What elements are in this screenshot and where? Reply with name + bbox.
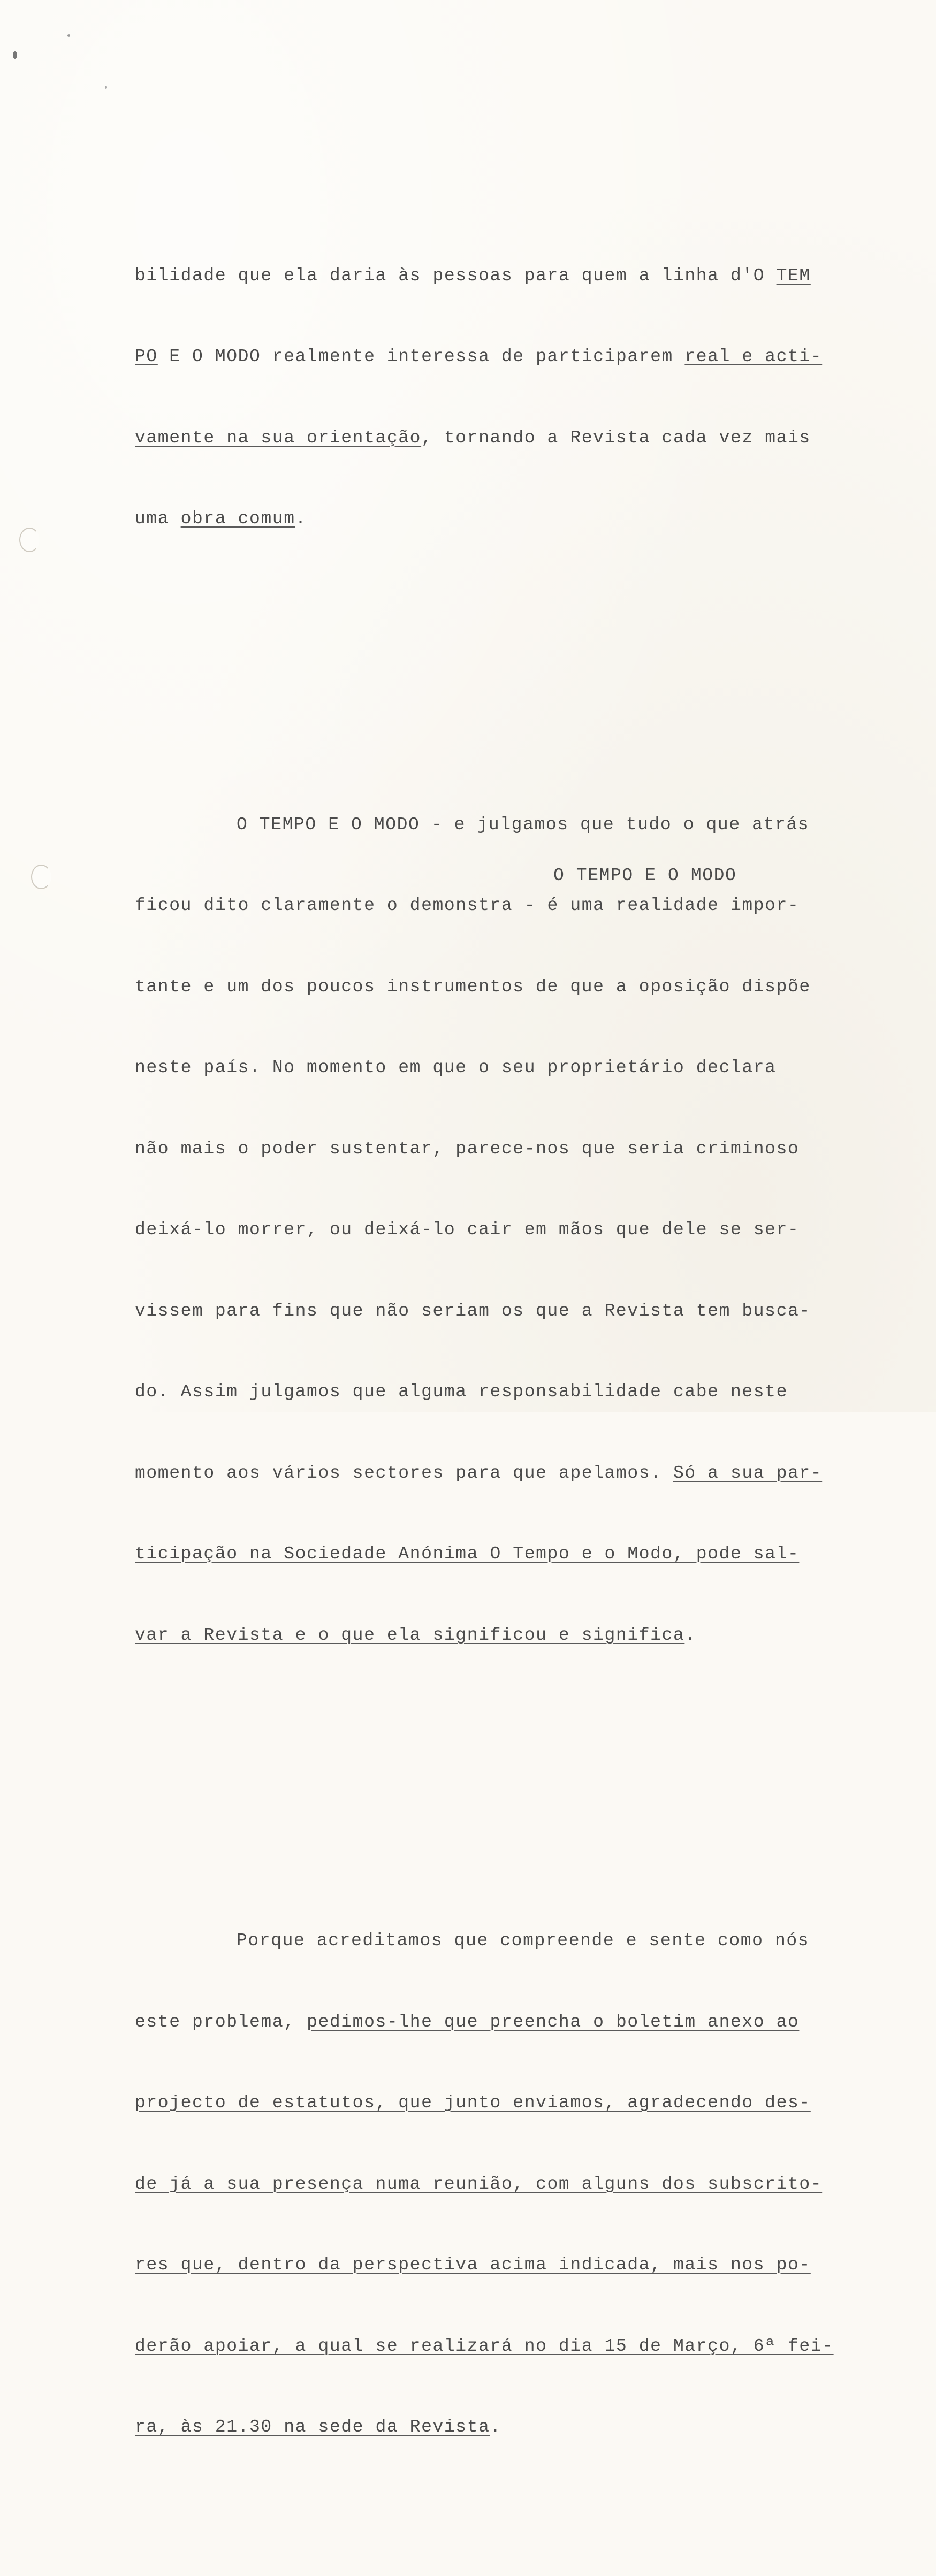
text-run: . [295, 509, 307, 529]
punch-hole-top [19, 528, 40, 552]
text-run: bilidade que ela daria às pessoas para quem a linha d'O [135, 265, 777, 286]
ink-speck [105, 86, 107, 89]
text-run: não mais o poder sustentar, parece-nos que seria criminoso [135, 1138, 800, 1159]
text-run: vissem para fins que não seriam os que a Revista tem busca- [135, 1301, 811, 1321]
text-run: O TEMPO E O MODO - e julgamos que tudo o que atrás [237, 814, 810, 835]
text-run: tante e um dos poucos instrumentos de que a oposição dispõe [135, 976, 811, 997]
ink-speck [67, 34, 70, 37]
underlined-text: obra comum [180, 509, 295, 529]
text-line [135, 974, 811, 1001]
text-run: . [490, 2417, 501, 2437]
text-line [135, 2171, 823, 2198]
text-line [135, 1622, 798, 1649]
text-line [135, 1928, 810, 1955]
text-line [135, 263, 811, 290]
underlined-text: ra, às 21.30 na sede da Revista [135, 2417, 490, 2437]
paragraph-2 [135, 758, 823, 1703]
underlined-text: TEM [776, 265, 811, 286]
text-line [135, 1054, 798, 1082]
underlined-text: Só a sua par- [673, 1463, 823, 1483]
text-line [135, 1541, 798, 1568]
text-line [135, 2252, 811, 2279]
text-run: uma [135, 509, 181, 529]
text-line [135, 425, 811, 452]
underlined-text: var a Revista e o que ela significou e significa [135, 1625, 685, 1645]
text-run: neste país. No momento em que o seu proprietário declara [135, 1058, 777, 1077]
text-line [135, 506, 798, 533]
text-line [135, 1136, 798, 1163]
text-line [135, 812, 810, 839]
text-line [135, 1379, 798, 1406]
text-line [135, 1460, 823, 1487]
underlined-text: real e acti- [684, 347, 823, 366]
paragraph-3 [135, 1874, 834, 2495]
text-run: Porque acreditamos que compreende e sente como nós [237, 1931, 810, 1951]
underlined-text: PO [135, 347, 158, 366]
letter-body [135, 127, 834, 2576]
signature: O TEMPO E O MODO [553, 866, 737, 885]
text-run: do. Assim julgamos que alguma responsabilidade cabe neste [135, 1382, 788, 1402]
text-run: E O MODO realmente interessa de participarem [157, 347, 685, 366]
text-line [135, 343, 823, 371]
text-line [135, 2414, 798, 2441]
text-line [135, 2090, 811, 2117]
text-run: este problema, [135, 2012, 307, 2032]
paragraph-1 [135, 209, 823, 587]
underlined-text: ticipação na Sociedade Anónima O Tempo e o Modo, pode sal- [135, 1544, 800, 1564]
text-line [135, 2009, 798, 2036]
text-line [135, 2333, 834, 2360]
underlined-text: derão apoiar, a qual se realizará no dia 15 de Março, 6ª fei- [135, 2336, 834, 2356]
underlined-text: res que, dentro da perspectiva acima indicada, mais nos po- [135, 2255, 811, 2275]
text-run: . [684, 1625, 696, 1645]
text-line [135, 892, 798, 920]
text-run: ficou dito claramente o demonstra - é uma realidade impor- [135, 896, 800, 915]
text-line [135, 1298, 811, 1325]
text-line [135, 1217, 798, 1244]
underlined-text: de já a sua presença numa reunião, com alguns dos subscrito- [135, 2174, 823, 2194]
text-run: momento aos vários sectores para que apelamos. [135, 1463, 673, 1483]
punch-hole-bottom [31, 865, 51, 889]
underlined-text: pedimos-lhe que preencha o boletim anexo ao [307, 2012, 800, 2032]
text-run: , tornando a Revista cada vez mais [421, 427, 811, 448]
underlined-text: vamente na sua orientação [135, 427, 422, 448]
text-run: deixá-lo morrer, ou deixá-lo cair em mãos que dele se ser- [135, 1220, 800, 1240]
underlined-text: projecto de estatutos, que junto enviamos, agradecendo des- [135, 2093, 811, 2113]
ink-speck [13, 51, 17, 59]
